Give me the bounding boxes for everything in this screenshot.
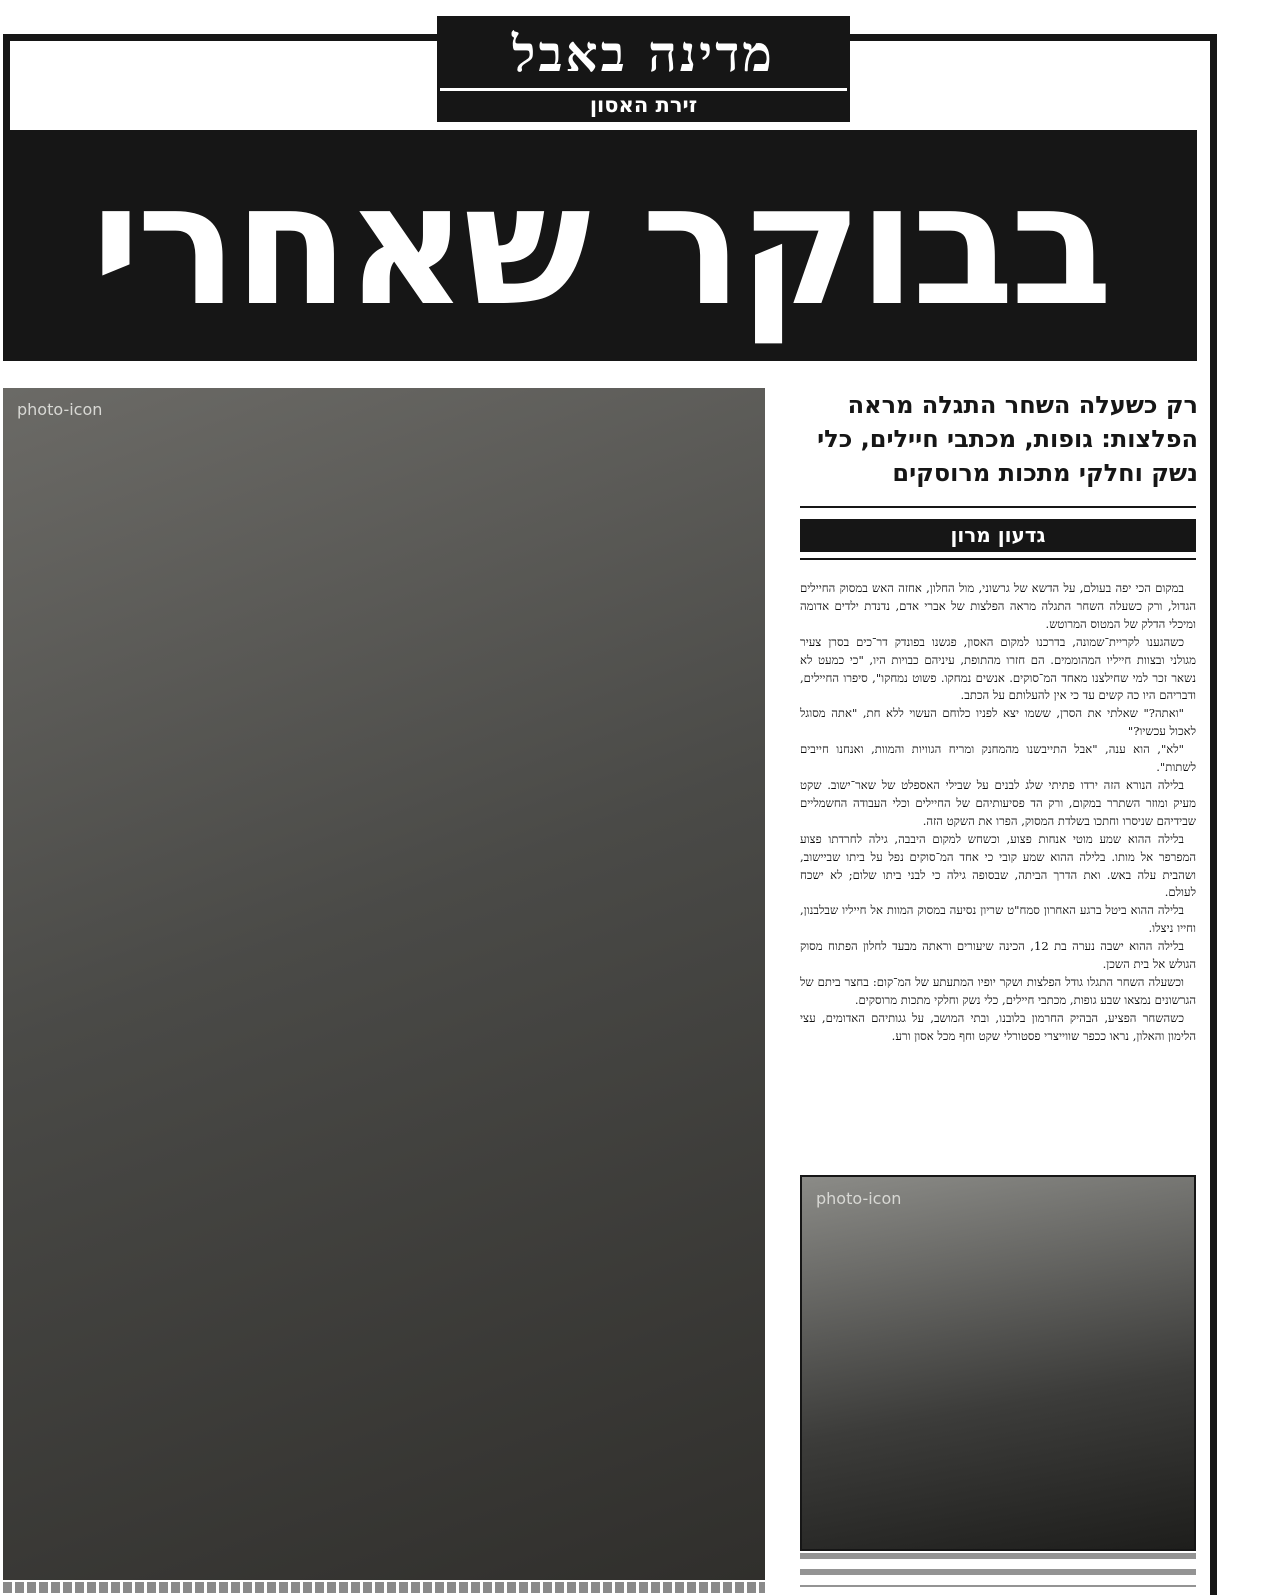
- main-photo: [3, 388, 765, 1580]
- frame-rule-left: [3, 34, 10, 130]
- headline: בבוקר שאחרי: [3, 130, 1197, 361]
- frame-rule-top-left: [3, 34, 437, 41]
- article-paragraph: בלילה ההוא שמע מוטי אנחות פצוע, וכשחש למקום היבבה, גילה לחרדתו פצוע המפרפר אל מותו. בלילה ההוא שמע קובי כי אחד המ־סוקים נפל על ביתו שביישוב, ושהבית עלה באש. ואת הדרך הביתה, שבסופה גילה כי לבני ביתו שלום; לא ישכח לעולם.: [800, 831, 1196, 900]
- portrait-photo-frame: [800, 1175, 1196, 1551]
- main-photo-caption: [3, 1582, 765, 1593]
- article-paragraph: בלילה ההוא ישבה נערה בת 12, הכינה שיעורים וראתה מבעד לחלון הפתוח מסוק הגולש אל בית השכן.: [800, 939, 1196, 972]
- article-paragraph: כשהגענו לקריית־שמונה, בדרכנו למקום האסון, פגשנו בפונדק דר־כים בסרן צעיר מגולני ובצוות חייליו המהוממים. הם חזרו מהתופת, עיניהם כבויות היו, "כי כמעט לא נשאר זכר למי שחילצנו מאחד המ־סוקים. אנשים נמחקו. פשוט נמחקו", סיפרו החיילים, ודבריהם היו כה קשים עד כי אין להעלותם על הכתב.: [800, 634, 1196, 703]
- article-paragraph: "ואתה?" שאלתי את הסרן, ששמו יצא לפניו כלוחם העשוי ללא חת, "אתה מסוגל לאכול עכשיו?": [800, 706, 1196, 739]
- article-paragraph: וכשעלה השחר התגלו גודל הפלצות ושקר יופיו המתעתע של המ־קום: בחצר ביתם של הגרשונים נמצאו שבע גופות, מכתבי חיילים, כלי נשק וחלקי מתכות מרוסקים.: [800, 974, 1196, 1007]
- photo-icon: photo-icon: [816, 1189, 902, 1208]
- article-paragraph: בלילה ההוא ביטל ברגע האחרון סמח"ט שריון נסיעה במסוק המוות אל חייליו שבלבנון, וחייו ניצלו.: [800, 903, 1196, 936]
- portrait-caption: [800, 1553, 1196, 1587]
- masthead-title: מדינה באבל: [440, 19, 847, 88]
- byline-underline: [800, 558, 1196, 560]
- deck-divider: [800, 506, 1196, 508]
- masthead-subtitle: זירת האסון: [440, 91, 847, 119]
- byline: גדעון מרון: [800, 519, 1196, 552]
- frame-rule-right: [1210, 34, 1217, 1595]
- portrait-photo: [802, 1177, 1194, 1549]
- article-paragraph: "לא", הוא ענה, "אבל התייבשנו מהמחנק ומריח הגוויות והמוות, ואנחנו חייבים לשתות".: [800, 742, 1196, 775]
- photo-icon: photo-icon: [17, 400, 103, 419]
- frame-rule-top-right: [850, 34, 1217, 41]
- deck-subheadline: רק כשעלה השחר התגלה מראה הפלצות: גופות, מכתבי חיילים, כלי נשק וחלקי מתכות מרוסקים: [817, 391, 1198, 487]
- article-paragraph: בלילה הנורא הזה ירדו פתיתי שלג לבנים על שבילי האספלט של שאר־ישוב. שקט מעיק ומוזר השתרר במקום, ורק הד פסיעותיהם של החיילים וכלי העבודה החשמליים שבידיהם שניסרו וחתכו בשלדת המסוק, הפרו את השקט הזה.: [800, 777, 1196, 828]
- article-paragraph: כשהשחר הפציע, הבהיק החרמון בלובנו, ובתי המושב, על גגותיהם האדומים, עצי הלימון והאלון, נראו ככפר שווייצרי פסטורלי שקט וחף מכל אסון ורע.: [800, 1010, 1196, 1043]
- article-paragraph: במקום הכי יפה בעולם, על הדשא של גרשוני, מול החלון, אחזה האש במסוק החיילים הגדול, ורק כשעלה השחר התגלה מראה הפלצות של אברי אדם, נדנדת ילדים אדומה ומיכלי הדלק של המטוס המרוטש.: [800, 581, 1196, 631]
- article-body: [800, 580, 1196, 1150]
